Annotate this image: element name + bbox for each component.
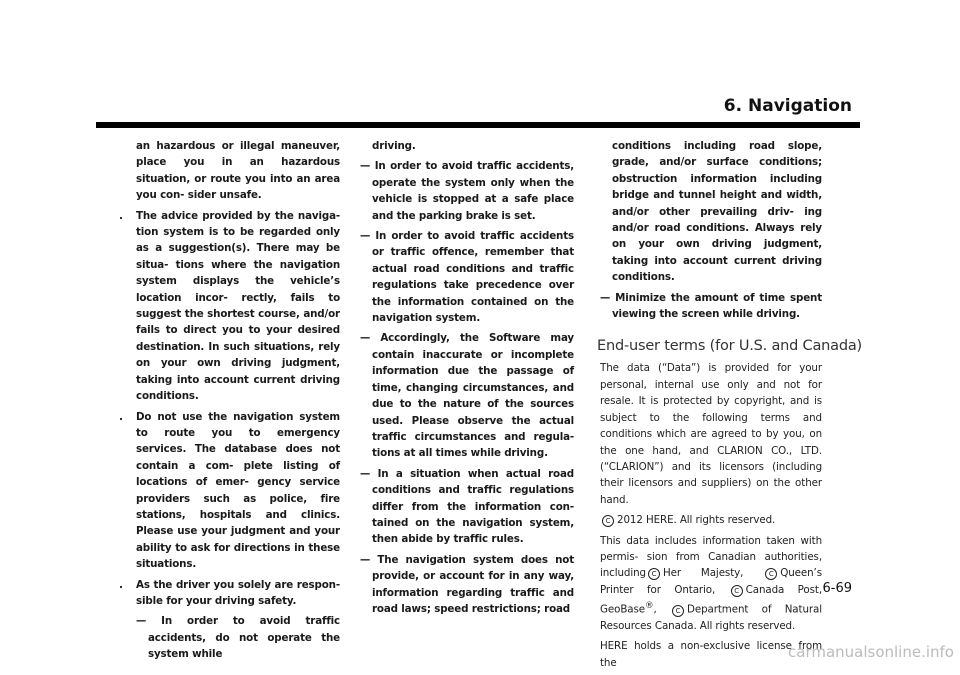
paragraph bbox=[600, 533, 822, 635]
bullet-mark: . bbox=[119, 410, 123, 423]
dash-item: — In order to avoid traffic accidents, operate the system only when the vehicle is stopped at a safe place and the parking brake is set. bbox=[360, 160, 574, 222]
column-1 bbox=[119, 138, 340, 667]
watermark: carmanualsonline.info bbox=[788, 643, 954, 661]
column-2 bbox=[360, 138, 574, 621]
chapter-title: 6. Navigation bbox=[723, 96, 852, 116]
continued-dash-item: conditions including road slope, grade, and/or surface conditions; obstruction information including bridge and tunnel height and width, and/or other prevailing driv- ing and/or road conditions. Always rely on your own driving judgment, taking into account current driving conditions. bbox=[612, 140, 822, 284]
paragraph: HERE holds a non-exclusive license from the bbox=[600, 640, 822, 669]
copyright-icon: C bbox=[765, 568, 777, 580]
copyright-icon: C bbox=[672, 605, 684, 617]
bullet-mark: . bbox=[119, 209, 123, 222]
copyright-icon: C bbox=[648, 568, 660, 580]
bullet-item bbox=[119, 208, 340, 405]
paragraph-text: Queen’s Printer for Ontario, bbox=[600, 567, 822, 596]
bullet-item bbox=[119, 577, 340, 610]
dash-item: — In order to avoid traffic accidents, do not operate the system while bbox=[136, 615, 340, 661]
paragraph-text: Canada Post, GeoBase bbox=[600, 583, 822, 616]
page-number: 6-69 bbox=[822, 581, 852, 596]
paragraph-text: , bbox=[653, 603, 657, 616]
bullet-item bbox=[119, 409, 340, 573]
registered-mark: ® bbox=[645, 601, 654, 612]
dash-item: — The navigation system does not provide, or account for in any way, information regarding traffic and road laws; speed restrictions; road bbox=[360, 553, 574, 615]
dash-item: — Minimize the amount of time spent viewing the screen while driving. bbox=[600, 291, 822, 321]
copyright-icon: C bbox=[602, 515, 614, 527]
bullet-text: Do not use the navigation system to route you to emergency services. The database does not contain a com- plete listing of locations of emer- gency service providers such as police, fire stations, hospitals and clinics. Please use your judgment and your ability to ask for directions in these situations. bbox=[136, 410, 340, 571]
copyright-paragraph bbox=[600, 512, 822, 528]
section-heading: End-user terms (for U.S. and Canada) bbox=[597, 338, 862, 355]
paragraph-text: This data includes information taken with permis- sion from Canadian authorities, including bbox=[600, 534, 822, 580]
bullet-text: The advice provided by the naviga- tion system is to be regarded only as a suggestion(s). There may be situa- tions where the navigation system displays the vehicle’s location incor- rectly, fails to suggest the shortest course, and/or fails to direct you to your desired destination. In such situations, rely on your own driving judgment, taking into account current driving conditions. bbox=[136, 209, 340, 403]
dash-item: — In order to avoid traffic accidents or traffic offence, remember that actual road conditions and traffic regulations take precedence over the information contained on the navigation system. bbox=[360, 230, 574, 325]
copyright-icon: C bbox=[731, 585, 743, 597]
paragraph-text: Department of Natural Resources Canada. All rights reserved. bbox=[600, 603, 822, 632]
copyright-text: 2012 HERE. All rights reserved. bbox=[617, 514, 776, 527]
bullet-text: As the driver you solely are respon- sible for your driving safety. bbox=[136, 578, 340, 607]
paragraph: The data (“Data”) is provided for your personal, internal use only and not for resale. It is protected by copyright, and is subject to the following terms and conditions which are agreed to by you, on the one hand, and CLARION CO., LTD. (“CLARION”) and its licensors (including their licensors and suppliers) on the other hand. bbox=[600, 362, 822, 506]
dash-item: — In a situation when actual road conditions and traffic regulations differ from the information con- tained on the navigation system, then abide by traffic rules. bbox=[360, 467, 574, 546]
continued-dash-item: driving. bbox=[372, 140, 416, 152]
dash-item: — Accordingly, the Software may contain inaccurate or incomplete information due the passage of time, changing circumstances, and due to the nature of the sources used. Please observe the actual traffic circumstances and regula- tions at all times while driving. bbox=[360, 332, 574, 460]
bullet-mark: . bbox=[119, 578, 123, 591]
paragraph-text: Her Majesty, bbox=[663, 567, 744, 580]
header-rule bbox=[96, 122, 860, 128]
continued-paragraph: an hazardous or illegal maneuver, place you in an hazardous situation, or route you into an area you con- sider unsafe. bbox=[136, 140, 340, 202]
